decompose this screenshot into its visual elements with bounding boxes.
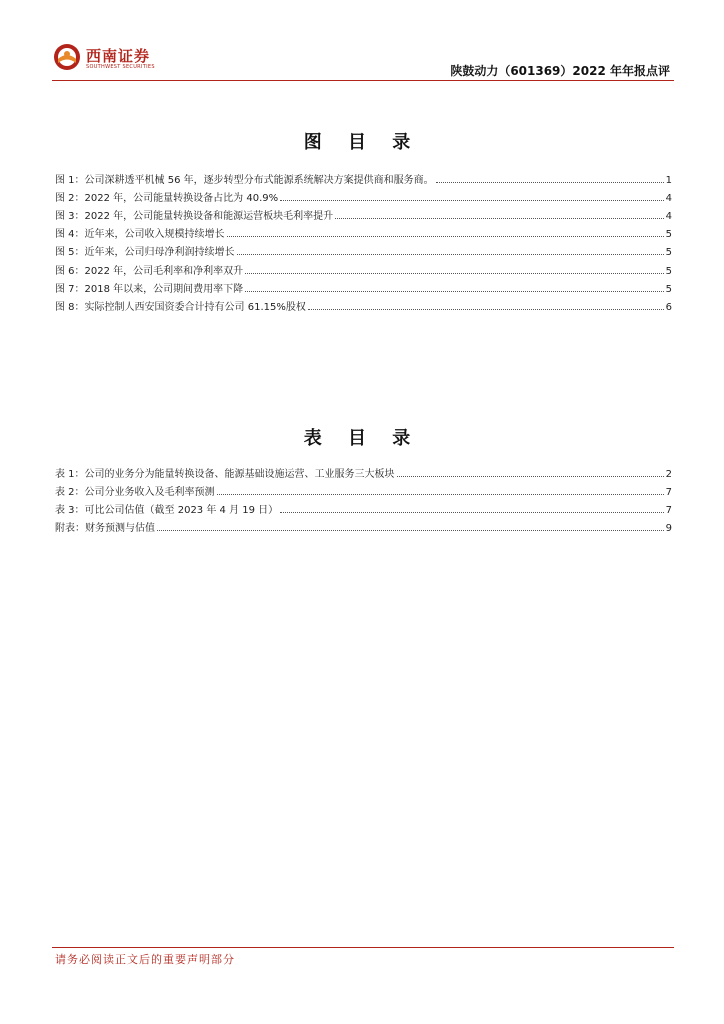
logo-emblem-icon bbox=[52, 42, 82, 72]
toc-entry-label: 图 1：公司深耕透平机械 56 年，逐步转型分布式能源系统解决方案提供商和服务商。 bbox=[55, 175, 434, 187]
toc-entry-figure-4[interactable] bbox=[55, 222, 672, 240]
toc-entry-page: 7 bbox=[665, 487, 672, 499]
toc-leader-dots bbox=[245, 291, 663, 292]
toc-entry-label: 图 7：2018 年以来，公司期间费用率下降 bbox=[55, 283, 244, 295]
footer-disclaimer: 请务必阅读正文后的重要声明部分 bbox=[55, 953, 235, 966]
header-divider bbox=[52, 80, 674, 81]
toc-leader-dots bbox=[280, 512, 663, 513]
toc-entry-table-1[interactable] bbox=[55, 462, 672, 480]
toc-entry-appendix-table[interactable] bbox=[55, 516, 672, 534]
toc-entry-page: 5 bbox=[665, 283, 672, 295]
toc-leader-dots bbox=[245, 273, 663, 274]
logo-text-cn: 西南证券 bbox=[86, 47, 151, 65]
toc-entry-figure-7[interactable] bbox=[55, 277, 672, 295]
toc-entry-page: 5 bbox=[665, 229, 672, 241]
toc-entry-label: 图 3：2022 年，公司能量转换设备和能源运营板块毛利率提升 bbox=[55, 211, 334, 223]
toc-leader-dots bbox=[397, 476, 664, 477]
toc-entry-page: 4 bbox=[665, 193, 672, 205]
toc-entry-figure-2[interactable] bbox=[55, 186, 672, 204]
toc-entry-label: 图 5：近年来，公司归母净利润持续增长 bbox=[55, 247, 235, 259]
toc-entry-table-2[interactable] bbox=[55, 480, 672, 498]
toc-leader-dots bbox=[308, 309, 664, 310]
toc-entry-label: 图 2：2022 年，公司能量转换设备占比为 40.9% bbox=[55, 193, 279, 205]
toc-entry-page: 2 bbox=[665, 469, 672, 481]
logo-text-en: SOUTHWEST SECURITIES bbox=[86, 64, 155, 70]
toc-entry-table-3[interactable] bbox=[55, 498, 672, 516]
footer-divider bbox=[52, 947, 674, 948]
toc-entry-figure-8[interactable] bbox=[55, 295, 672, 313]
toc-entry-label: 图 4：近年来，公司收入规模持续增长 bbox=[55, 229, 225, 241]
brand-logo bbox=[52, 42, 155, 76]
toc-entry-page: 7 bbox=[665, 505, 672, 517]
toc-leader-dots bbox=[237, 254, 664, 255]
report-title: 陕鼓动力（601369）2022 年年报点评 bbox=[450, 64, 670, 78]
toc-entry-figure-1[interactable] bbox=[55, 168, 672, 186]
figures-toc-list bbox=[55, 168, 672, 313]
figures-toc-title: 图 目 录 bbox=[303, 132, 421, 153]
toc-leader-dots bbox=[335, 218, 663, 219]
tables-toc-title: 表 目 录 bbox=[303, 428, 421, 449]
toc-entry-page: 1 bbox=[665, 175, 672, 187]
toc-entry-label: 图 6：2022 年，公司毛利率和净利率双升 bbox=[55, 265, 244, 277]
toc-leader-dots bbox=[217, 494, 664, 495]
toc-entry-figure-5[interactable] bbox=[55, 240, 672, 258]
toc-entry-figure-3[interactable] bbox=[55, 204, 672, 222]
toc-entry-page: 5 bbox=[665, 247, 672, 259]
toc-entry-page: 6 bbox=[665, 301, 672, 313]
toc-entry-page: 9 bbox=[665, 523, 672, 535]
toc-entry-label: 表 3：可比公司估值（截至 2023 年 4 月 19 日） bbox=[55, 505, 279, 517]
toc-entry-label: 表 1：公司的业务分为能量转换设备、能源基础设施运营、工业服务三大板块 bbox=[55, 469, 395, 481]
toc-leader-dots bbox=[157, 530, 664, 531]
toc-leader-dots bbox=[436, 182, 664, 183]
tables-toc-list bbox=[55, 462, 672, 534]
toc-entry-label: 表 2：公司分业务收入及毛利率预测 bbox=[55, 487, 215, 499]
toc-leader-dots bbox=[227, 236, 664, 237]
toc-entry-label: 附表：财务预测与估值 bbox=[55, 523, 155, 535]
toc-entry-page: 4 bbox=[665, 211, 672, 223]
toc-leader-dots bbox=[280, 200, 664, 201]
toc-entry-page: 5 bbox=[665, 265, 672, 277]
toc-entry-label: 图 8：实际控制人西安国资委合计持有公司 61.15%股权 bbox=[55, 301, 306, 313]
toc-entry-figure-6[interactable] bbox=[55, 258, 672, 276]
